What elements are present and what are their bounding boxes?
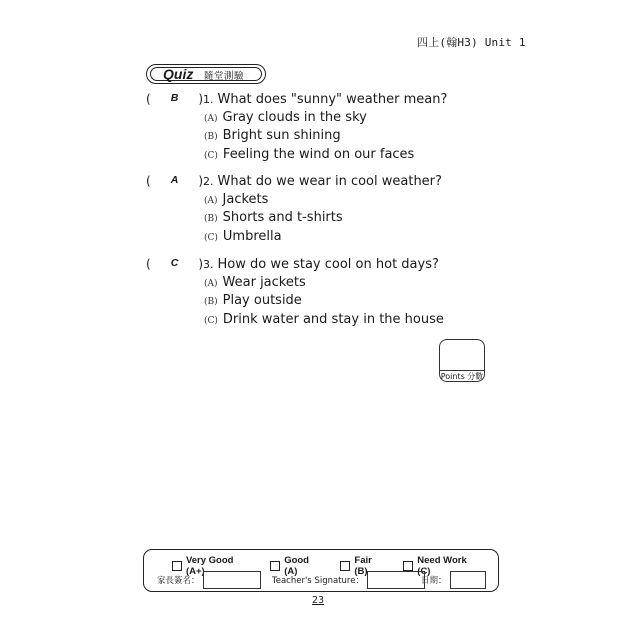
quiz-subtitle: 隨堂測驗 [204,71,245,82]
paren-close: ) [198,257,203,271]
paren-close: ) [198,174,203,188]
unit-header: 四上(翰H3) Unit 1 [417,36,526,49]
option-letter: (C) [204,232,218,243]
question-number: 3. [203,258,214,271]
option-c [146,147,486,165]
teacher-signature-row [272,571,425,589]
option-letter: (A) [204,279,218,289]
date-row [421,571,486,589]
option-letter: (B) [204,214,218,225]
checkbox-icon[interactable] [340,561,350,571]
option-letter: (B) [204,297,218,308]
question-number: 1. [203,93,214,106]
option-text: Wear jackets [222,275,306,290]
option-letter: (A) [204,114,218,124]
question-text: What does "sunny" weather mean? [217,92,448,107]
option-a [146,110,486,128]
rating-label: Fair (B) [354,555,372,577]
points-label: Points 分數 [440,372,484,381]
option-text: Feeling the wind on our faces [222,146,415,162]
parent-name-field[interactable] [203,571,261,589]
answer-blank [146,92,203,106]
option-text: Bright sun shining [222,128,341,144]
option-text: Shorts and t-shirts [222,210,343,226]
quiz-banner [146,64,266,84]
rating-label: Need Work (C) [417,555,467,577]
option-text: Play outside [222,293,302,309]
answer-blank [146,257,203,271]
option-text: Umbrella [222,228,282,244]
option-text: Gray clouds in the sky [222,110,367,125]
question-number: 2. [203,175,214,188]
option-b [146,210,486,228]
evaluation-box [143,549,499,592]
teacher-signature-label: Teacher's Signature： [272,576,364,586]
checkbox-icon[interactable] [270,561,280,571]
rating-label: Very Good (A+) [185,555,234,577]
question-3 [146,257,486,330]
paren-close: ) [198,92,203,106]
option-letter: (A) [204,196,218,206]
option-a [146,192,486,210]
checkbox-icon[interactable] [172,561,182,571]
page-number: 23 [312,595,325,606]
paren-open: ( [146,174,151,188]
option-c [146,312,486,330]
question-2 [146,174,486,247]
option-letter: (C) [204,150,218,161]
points-score-box[interactable] [439,339,485,382]
answer-letter: C [170,257,179,269]
option-letter: (B) [204,132,218,143]
answer-blank [146,174,203,188]
question-text: How do we stay cool on hot days? [217,257,439,272]
rating-label: Good (A) [284,555,309,577]
option-b [146,128,486,146]
question-text: What do we wear in cool weather? [217,174,442,189]
date-label: 日期： [421,576,447,586]
option-text: Jackets [222,192,269,207]
question-1 [146,92,486,165]
parent-signature-row [157,571,261,589]
option-c [146,229,486,247]
option-text: Drink water and stay in the house [222,311,444,327]
teacher-signature-field[interactable] [367,571,425,589]
parent-name-label: 家長簽名： [157,576,200,586]
option-b [146,293,486,311]
date-field[interactable] [450,571,486,589]
answer-letter: A [170,174,179,186]
option-letter: (C) [204,315,218,326]
paren-open: ( [146,92,151,106]
option-a [146,275,486,293]
checkbox-icon[interactable] [403,561,413,571]
answer-letter: B [170,92,179,104]
quiz-title: Quiz [163,66,194,82]
paren-open: ( [146,257,151,271]
